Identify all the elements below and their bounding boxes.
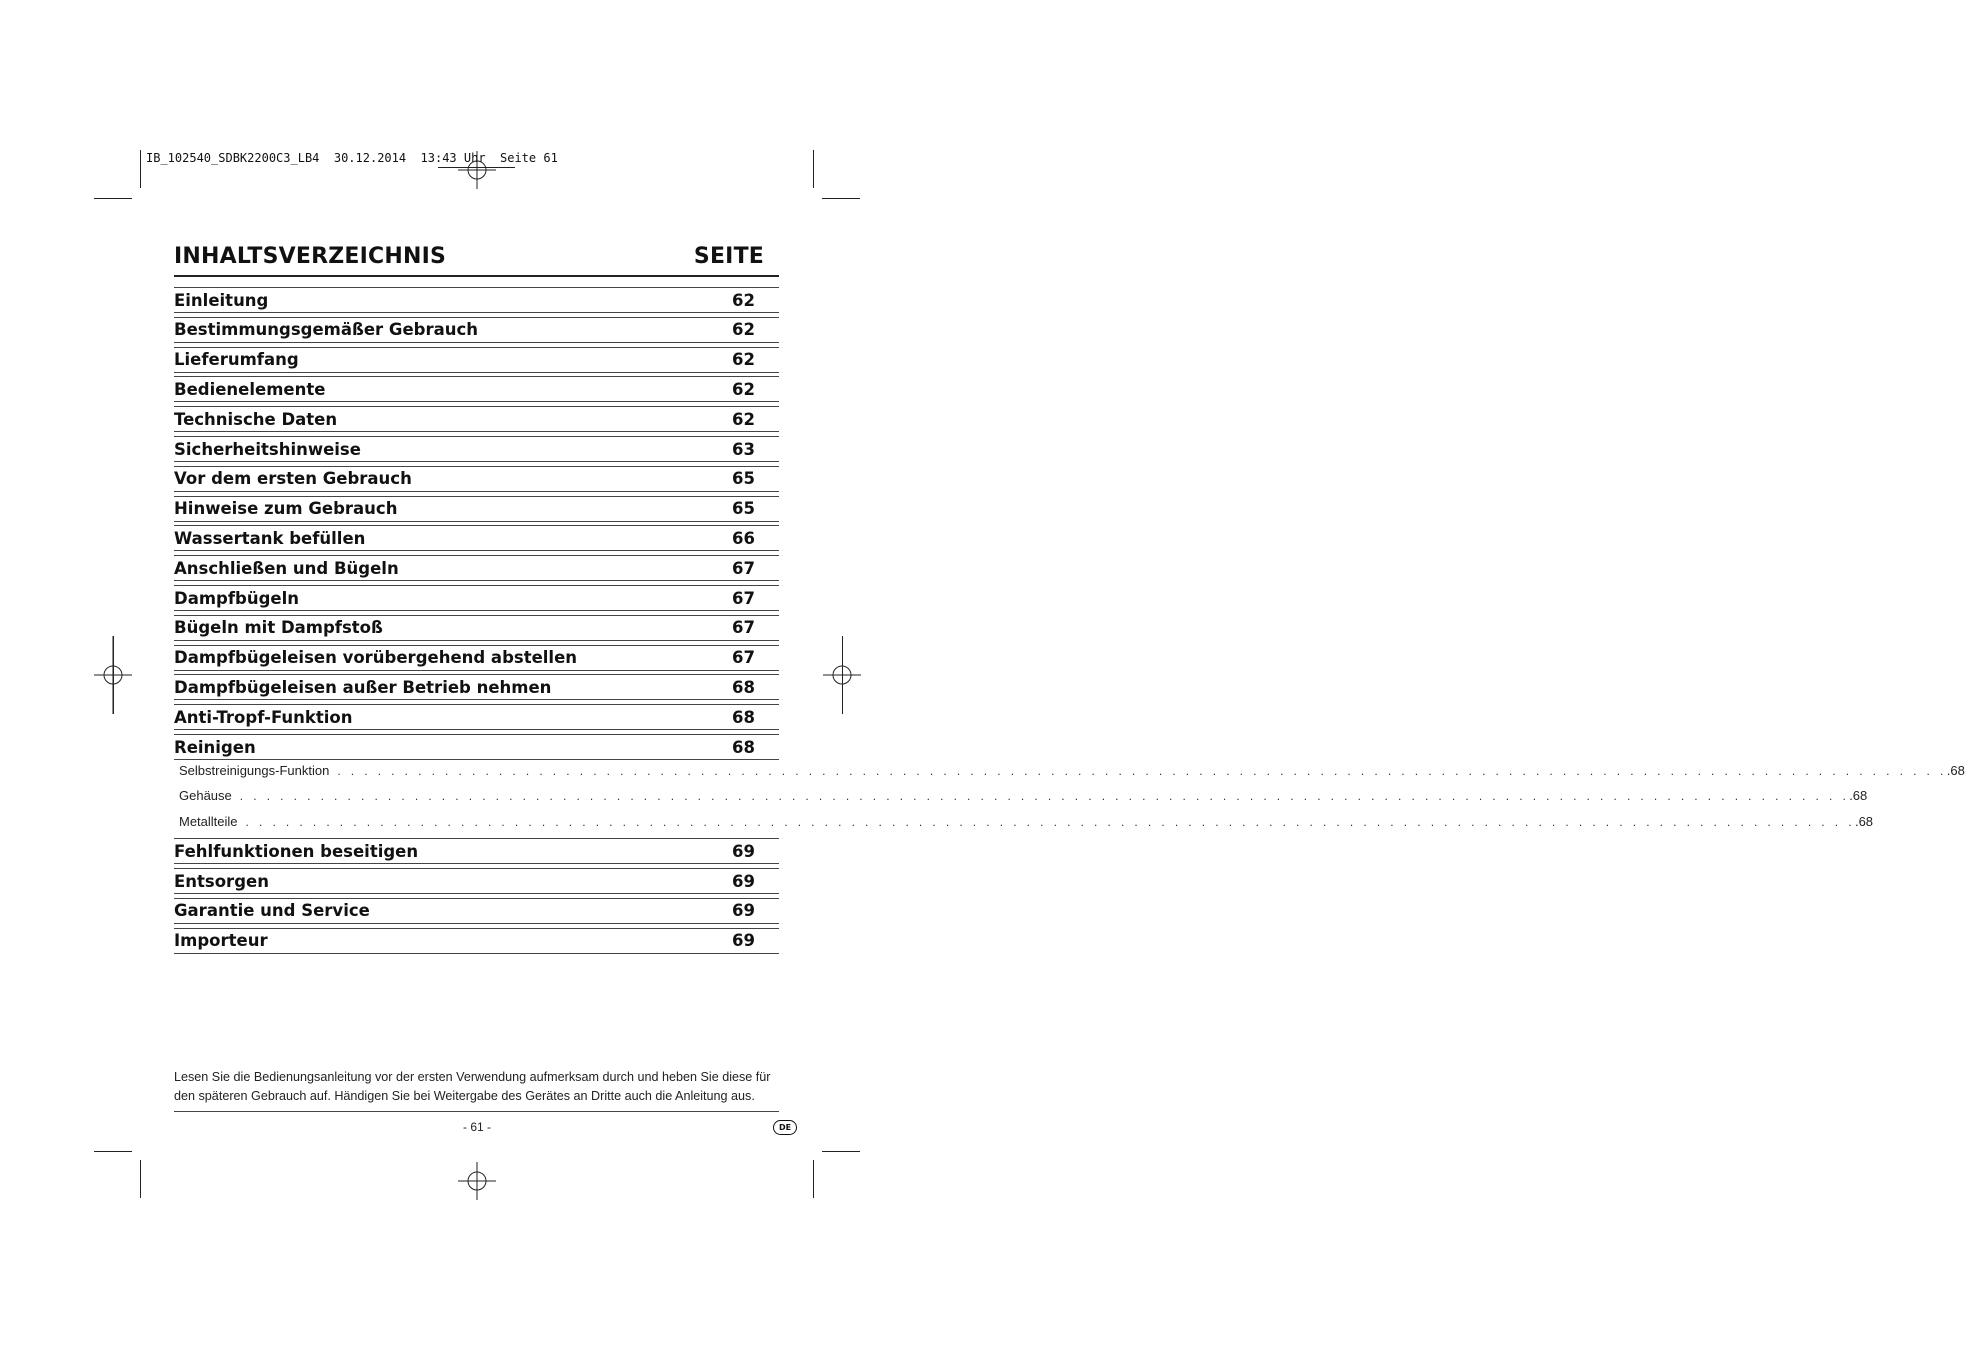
toc-entry-title: Sicherheitshinweise — [174, 439, 361, 459]
language-badge: DE — [773, 1120, 797, 1135]
toc-entry-title: Fehlfunktionen beseitigen — [174, 841, 419, 861]
page-column-label: SEITE — [693, 244, 764, 269]
toc-entry-title: Hinweise zum Gebrauch — [174, 499, 398, 519]
toc-entry-content — [174, 438, 755, 460]
toc-entry[interactable] — [174, 466, 779, 492]
toc-subentry-title: Gehäuse — [179, 788, 232, 804]
toc-entry-title: Dampfbügeln — [174, 588, 299, 608]
toc-entry-title: Garantie und Service — [174, 901, 370, 921]
toc-entry-title: Vor dem ersten Gebrauch — [174, 469, 412, 489]
toc-entry[interactable] — [174, 585, 779, 611]
toc-entry[interactable] — [174, 868, 779, 894]
toc-entry[interactable] — [174, 898, 779, 924]
toc-entry-title: Dampfbügeleisen außer Betrieb nehmen — [174, 677, 552, 697]
toc-entry-page: 63 — [732, 439, 755, 459]
toc-entry-content — [174, 319, 755, 341]
toc-entry[interactable] — [174, 376, 779, 402]
toc-entry-title: Reinigen — [174, 737, 256, 757]
toc-entry-title: Bedienelemente — [174, 379, 326, 399]
toc-entry[interactable] — [174, 734, 779, 760]
toc-entry-content — [174, 408, 755, 430]
registration-mark-icon — [458, 1162, 496, 1200]
toc-entry-page: 67 — [732, 588, 755, 608]
toc-entry-content — [174, 587, 755, 609]
toc-entry-content — [174, 527, 755, 549]
toc-entry-content — [174, 870, 755, 892]
toc-subentry-title: Metallteile — [179, 813, 238, 829]
dot-leader: . . . . . . . . . . . . . . . . . . . . . . . . . . . . . . . . . . . . . . . . . . . . . . . . . . . . . . . . . . . . . . . . . . . . . . . . . . . . . . . . . . . . . . . . . . . . . . . . . . . . . . . . . . . . . . . . . . . . . . . . — [245, 814, 1855, 829]
toc-entry-page: 69 — [732, 841, 755, 861]
toc-subentry[interactable] — [179, 788, 1868, 808]
toc-entry-page: 68 — [732, 677, 755, 697]
toc-entry-page: 66 — [732, 528, 755, 548]
crop-mark — [94, 1151, 132, 1152]
dot-leader: . . . . . . . . . . . . . . . . . . . . . . . . . . . . . . . . . . . . . . . . . . . . . . . . . . . . . . . . . . . . . . . . . . . . . . . . . . . . . . . . . . . . . . . . . . . . . . . . . . . . . . . . . . . . . . . . . . . . . . . . — [337, 763, 1947, 778]
toc-entry-content — [174, 706, 755, 728]
toc-entry[interactable] — [174, 645, 779, 671]
toc-entry-title: Einleitung — [174, 290, 269, 310]
toc-entry-page: 68 — [732, 707, 755, 727]
toc-entry-content — [174, 498, 755, 520]
crop-mark — [113, 636, 114, 714]
toc-subentry-title: Selbstreinigungs-Funktion — [179, 762, 330, 778]
toc-entry-content — [174, 676, 755, 698]
slug-underline — [438, 167, 515, 168]
toc-entry-page: 69 — [732, 871, 755, 891]
toc-entry-title: Anschließen und Bügeln — [174, 558, 399, 578]
toc-entry[interactable] — [174, 317, 779, 343]
toc-entry[interactable] — [174, 496, 779, 522]
toc-entry-page: 67 — [732, 618, 755, 638]
toc-entry-content — [174, 349, 755, 371]
toc-entry-title: Dampfbügeleisen vorübergehend abstellen — [174, 648, 578, 668]
toc-subentry[interactable] — [179, 762, 1965, 783]
toc-entry-content — [174, 736, 755, 758]
crop-mark — [813, 1160, 814, 1198]
toc-entry[interactable] — [174, 347, 779, 373]
toc-entry-page: 69 — [732, 901, 755, 921]
toc-entry[interactable] — [174, 674, 779, 700]
crop-mark — [822, 198, 860, 199]
toc-entry-title: Bügeln mit Dampfstoß — [174, 618, 383, 638]
crop-mark — [140, 150, 141, 188]
toc-entry-page: 62 — [732, 409, 755, 429]
page-title: INHALTSVERZEICHNIS — [174, 244, 447, 269]
toc-subentry-page: .68 — [1946, 762, 1965, 778]
toc-entry-content — [174, 647, 755, 669]
toc-entry-content — [174, 468, 755, 490]
toc-entry-title: Lieferumfang — [174, 350, 299, 370]
toc-entry-title: Entsorgen — [174, 871, 269, 891]
toc-entry[interactable] — [174, 928, 779, 954]
crop-mark — [842, 636, 843, 714]
footnote-line: den späteren Gebrauch auf. Händigen Sie bei Weitergabe des Gerätes an Dritte auch die Anleitung aus. — [174, 1089, 755, 1103]
page-heading — [174, 244, 764, 269]
crop-mark — [822, 1151, 860, 1152]
toc-entry-page: 65 — [732, 499, 755, 519]
toc-entry[interactable] — [174, 525, 779, 551]
footnote — [174, 1068, 779, 1106]
toc-entry[interactable] — [174, 704, 779, 730]
toc-entry[interactable] — [174, 838, 779, 864]
crop-mark — [813, 150, 814, 188]
toc-entry-content — [174, 378, 755, 400]
toc-subentry[interactable] — [179, 813, 1874, 834]
toc-entry-title: Bestimmungsgemäßer Gebrauch — [174, 320, 479, 340]
toc-entry-page: 62 — [732, 350, 755, 370]
toc-entry-content — [174, 289, 755, 311]
footer-rule — [174, 1111, 779, 1112]
toc-entry-content — [174, 557, 755, 579]
toc-entry-page: 69 — [732, 931, 755, 951]
toc-entry-content — [174, 617, 755, 639]
toc-entry-content — [174, 930, 755, 952]
page-number: - 61 - — [462, 1120, 491, 1134]
toc-entry-page: 65 — [732, 469, 755, 489]
toc-entry[interactable] — [174, 436, 779, 462]
toc-entry-title: Technische Daten — [174, 409, 338, 429]
toc-entry-page: 68 — [732, 737, 755, 757]
toc-entry-page: 62 — [732, 320, 755, 340]
toc-entry[interactable] — [174, 287, 779, 313]
toc-entry-title: Anti-Tropf-Funktion — [174, 707, 353, 727]
toc-entry[interactable] — [174, 406, 779, 432]
toc-entry-content — [174, 900, 755, 922]
toc-entry-content — [174, 840, 755, 862]
toc-entry-page: 67 — [732, 558, 755, 578]
toc-entry-title: Importeur — [174, 931, 268, 951]
toc-entry-page: 62 — [732, 379, 755, 399]
toc-entry-page: 67 — [732, 648, 755, 668]
footnote-line: Lesen Sie die Bedienungsanleitung vor der ersten Verwendung aufmerksam durch und heben Sie diese für — [174, 1070, 771, 1084]
print-slug: IB_102540_SDBK2200C3_LB4 30.12.2014 13:43 Uhr Seite 61 — [146, 151, 558, 165]
crop-mark — [94, 198, 132, 199]
crop-mark — [140, 1160, 141, 1198]
toc-entry-title: Wassertank befüllen — [174, 528, 366, 548]
toc-entry-page: 62 — [732, 290, 755, 310]
heading-rule — [174, 275, 779, 277]
toc-entry[interactable] — [174, 555, 779, 581]
toc-subentry-page: .68 — [1849, 788, 1868, 804]
toc-subentry-page: .68 — [1854, 813, 1874, 829]
dot-leader: . . . . . . . . . . . . . . . . . . . . . . . . . . . . . . . . . . . . . . . . . . . . . . . . . . . . . . . . . . . . . . . . . . . . . . . . . . . . . . . . . . . . . . . . . . . . . . . . . . . . . . . . . . . . . . . . . . . . . . . . — [239, 789, 1850, 804]
toc-entry[interactable] — [174, 615, 779, 641]
